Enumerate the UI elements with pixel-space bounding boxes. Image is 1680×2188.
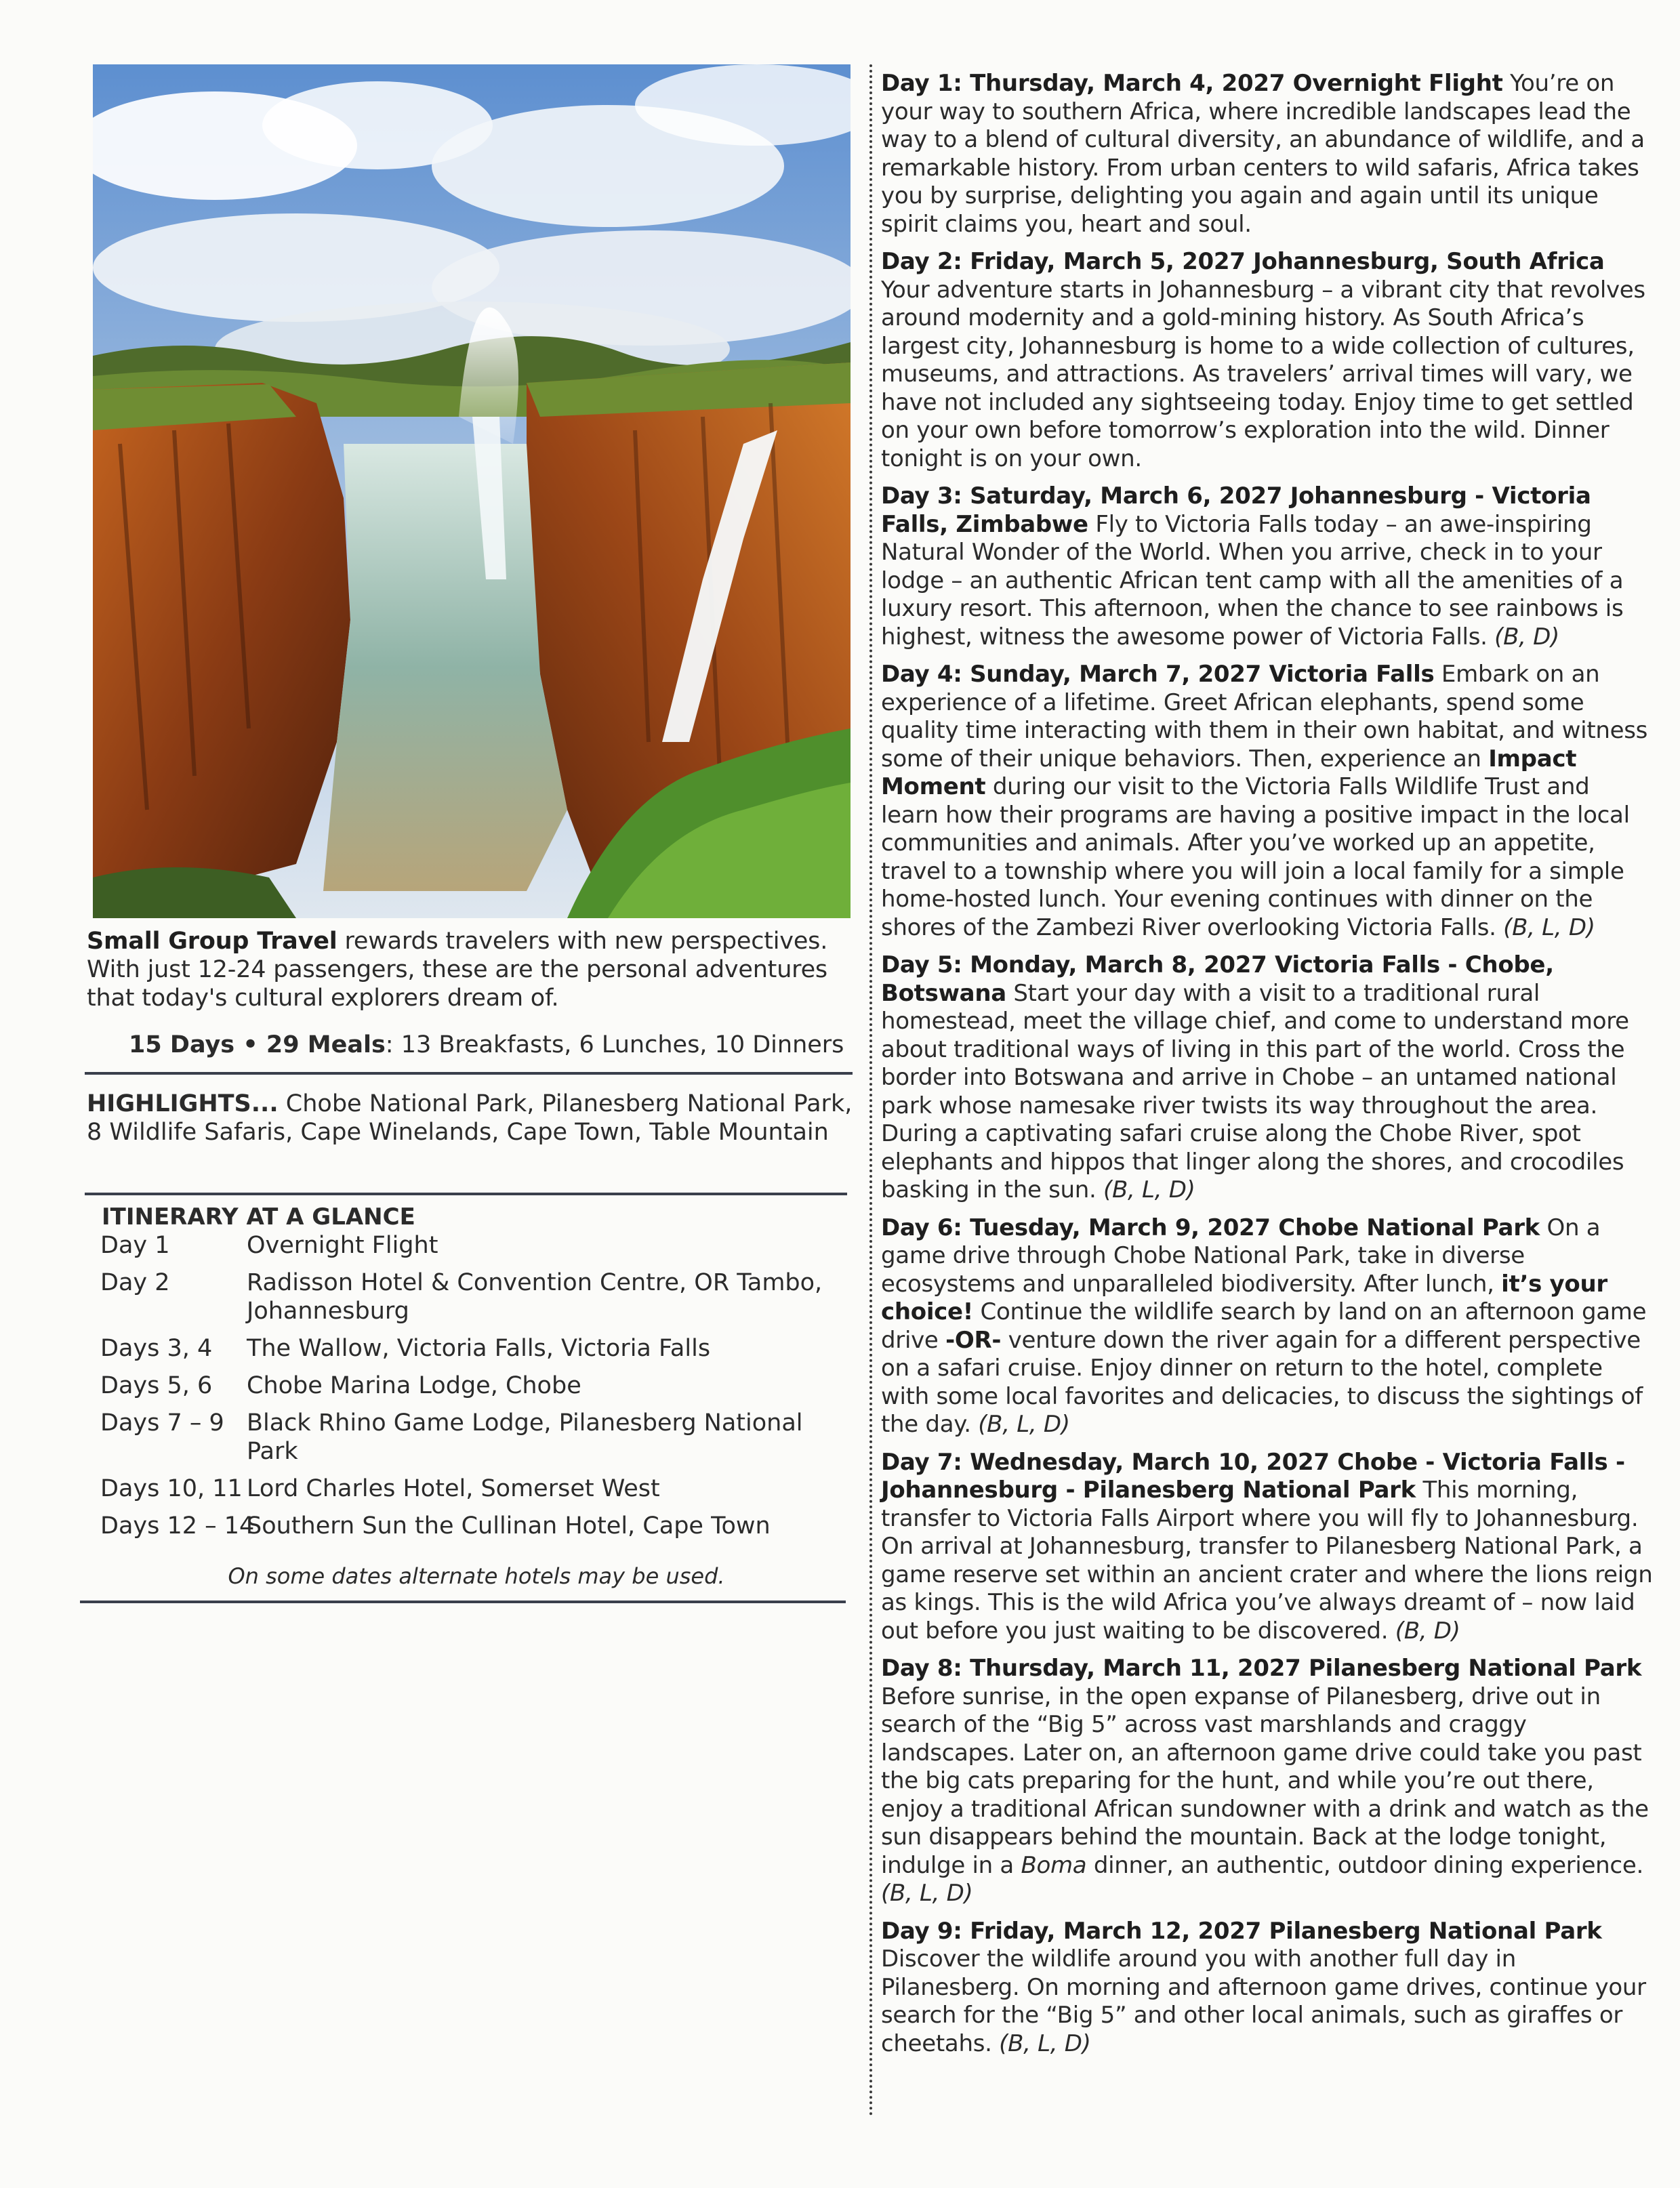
- day-meals: (B, D): [1395, 1617, 1460, 1645]
- day-emphasis: Impact Moment: [881, 745, 1577, 800]
- itinerary-row: [100, 1512, 853, 1540]
- itinerary-place: Lord Charles Hotel, Somerset West: [247, 1475, 660, 1502]
- day-entry: [881, 1655, 1654, 1908]
- day-heading: Day 4: Sunday, March 7, 2027 Victoria Falls: [881, 661, 1435, 688]
- waterfall-illustration: [93, 64, 851, 918]
- summary-days: 15 Days: [129, 1031, 235, 1058]
- day-text: dinner, an authentic, outdoor dining experience.: [1086, 1851, 1643, 1879]
- column-divider: [869, 64, 872, 2118]
- itinerary-row: [100, 1268, 853, 1325]
- day-heading: Day 9: Friday, March 12, 2027 Pilanesberg National Park: [881, 1917, 1602, 1945]
- day-entry: [881, 1214, 1654, 1439]
- itinerary-title: ITINERARY AT A GLANCE: [102, 1203, 415, 1231]
- day-entry: [881, 248, 1654, 473]
- day-emphasis: it’s your choice!: [881, 1270, 1607, 1325]
- itinerary-place: Chobe Marina Lodge, Chobe: [247, 1372, 581, 1399]
- itinerary-day: Days 5, 6: [100, 1372, 213, 1399]
- trip-summary: [129, 1031, 854, 1059]
- summary-meals-detail: : 13 Breakfasts, 6 Lunches, 10 Dinners: [385, 1031, 844, 1058]
- day-text: This morning, transfer to Victoria Falls Airport where you will fly to Johannesburg. On arrival at Johannesburg, transfer to Pilanesberg National Park, a game reserve set within an ancient crater and where the lions reign as kings. This is the wild Africa you’ve always dreamt of – now laid out before you just waiting to be discovered.: [881, 1477, 1653, 1645]
- itinerary-day: Days 7 – 9: [100, 1409, 224, 1437]
- itinerary-place: Black Rhino Game Lodge, Pilanesberg National Park: [247, 1409, 803, 1465]
- day-meals: (B, L, D): [881, 1880, 973, 1907]
- day-heading: Day 6: Tuesday, March 9, 2027 Chobe National Park: [881, 1214, 1540, 1241]
- itinerary-row: [100, 1371, 853, 1400]
- divider-rule: [85, 1072, 853, 1075]
- intro-paragraph: [87, 927, 853, 1012]
- day-entry: [881, 70, 1654, 239]
- day-heading: Day 1: Thursday, March 4, 2027 Overnight Flight: [881, 70, 1503, 97]
- day-meals: (B, L, D): [1503, 913, 1595, 941]
- day-text: Fly to Victoria Falls today – an awe-inspiring Natural Wonder of the World. When you arrive, check in to your lodge – an authentic African tent camp with all the amenities of a luxury resort. This afternoon, when the chance to see rainbows is highest, witness the awesome power of Victoria Falls.: [881, 510, 1624, 651]
- day-entry: [881, 482, 1654, 651]
- itinerary-place: Radisson Hotel & Convention Centre, OR Tambo, Johannesburg: [247, 1269, 823, 1325]
- day-text: On a game drive through Chobe National Park, take in diverse ecosystems and unparalleled biodiversity. After lunch,: [881, 1214, 1601, 1298]
- day-text: Continue the wildlife search by land on an afternoon game drive: [881, 1298, 1647, 1354]
- day-heading: Day 5: Monday, March 8, 2027 Victoria Falls - Chobe, Botswana: [881, 951, 1554, 1007]
- itinerary-place: Overnight Flight: [247, 1232, 438, 1259]
- daily-itinerary: [881, 70, 1654, 2067]
- itinerary-day: Day 1: [100, 1232, 170, 1259]
- itinerary-day: Day 2: [100, 1269, 170, 1296]
- itinerary-day: Days 12 – 14: [100, 1512, 255, 1540]
- day-heading: Day 7: Wednesday, March 10, 2027 Chobe - Victoria Falls - Johannesburg - Pilanesberg National Park: [881, 1448, 1625, 1504]
- divider-rule: [85, 1193, 847, 1195]
- itinerary-at-a-glance: [100, 1203, 853, 1589]
- victoria-falls-photo: [93, 64, 851, 918]
- intro-bold: Small Group Travel: [87, 928, 337, 955]
- itinerary-place: Southern Sun the Cullinan Hotel, Cape Town: [247, 1512, 771, 1540]
- day-text: Discover the wildlife around you with another full day in Pilanesberg. On morning and afternoon game drives, continue your search for the “Big 5” and other local animals, such as giraffes or cheetahs.: [881, 1945, 1646, 2057]
- day-text: Start your day with a visit to a traditional rural homestead, meet the village chief, and come to understand more about traditional ways of living in this part of the world. Cross the border into Botswana and arrive in Chobe – an untamed national park whose namesake river twists its way throughout the area. During a captivating safari cruise along the Chobe River, spot elephants and hippos that linger along the shores, and crocodiles basking in the sun.: [881, 979, 1629, 1203]
- day-meals: (B, L, D): [978, 1411, 1070, 1438]
- day-meals: (B, L, D): [1103, 1176, 1195, 1203]
- day-entry: [881, 951, 1654, 1205]
- day-heading: Day 8: Thursday, March 11, 2027 Pilanesberg National Park: [881, 1655, 1642, 1682]
- day-meals: (B, L, D): [999, 2029, 1091, 2057]
- divider-rule: [80, 1601, 846, 1603]
- day-heading: Day 3: Saturday, March 6, 2027 Johannesburg - Victoria Falls, Zimbabwe: [881, 482, 1591, 538]
- highlights-text: Chobe National Park, Pilanesberg National Park, 8 Wildlife Safaris, Cape Winelands, Cape Town, Table Mountain: [87, 1090, 853, 1146]
- day-heading: Day 2: Friday, March 5, 2027 Johannesburg, South Africa: [881, 248, 1605, 275]
- day-emphasis: Boma: [1021, 1851, 1087, 1879]
- day-text: You’re on your way to southern Africa, where incredible landscapes lead the way to a blend of cultural diversity, an abundance of wildlife, and a remarkable history. From urban centers to wild safaris, Africa takes you by surprise, delighting you again and again until its unique spirit claims you, heart and soul.: [881, 70, 1645, 238]
- day-meals: (B, D): [1494, 623, 1559, 651]
- day-text: Your adventure starts in Johannesburg – a vibrant city that revolves around modernity and a gold-mining history. As South Africa’s largest city, Johannesburg is home to a wide collection of cultures, museums, and attractions. As travelers’ arrival times will vary, we have not included any sightseeing today. Enjoy time to get settled on your own before tomorrow’s exploration into the wild. Dinner tonight is on your own.: [881, 276, 1645, 472]
- itinerary-row: [100, 1334, 853, 1363]
- highlights: [87, 1090, 853, 1147]
- itinerary-day: Days 10, 11: [100, 1475, 243, 1502]
- highlights-label: HIGHLIGHTS...: [87, 1090, 279, 1117]
- intro-text: rewards travelers with new perspectives. With just 12-24 passengers, these are the personal adventures that today's cultural explorers dream of.: [87, 928, 828, 1012]
- day-text: Embark on an experience of a lifetime. Greet African elephants, spend some quality time interacting with them in their own habitat, and witness some of their unique behaviors. Then, experience an: [881, 661, 1648, 772]
- day-text: during our visit to the Victoria Falls Wildlife Trust and learn how their programs are having a positive impact in the local communities and animals. After you’ve worked up an appetite, travel to a township where you will join a local family for a simple home-hosted lunch. Your evening continues with dinner on the shores of the Zambezi River overlooking Victoria Falls.: [881, 773, 1630, 941]
- day-entry: [881, 661, 1654, 942]
- day-entry: [881, 1449, 1654, 1646]
- itinerary-row: [100, 1231, 853, 1260]
- summary-meals: 29 Meals: [266, 1031, 386, 1058]
- day-entry: [881, 1918, 1654, 2059]
- itinerary-day: Days 3, 4: [100, 1335, 213, 1362]
- itinerary-note: On some dates alternate hotels may be used.: [228, 1563, 725, 1589]
- summary-bullet: •: [234, 1031, 266, 1058]
- day-text: Before sunrise, in the open expanse of Pilanesberg, drive out in search of the “Big 5” across vast marshlands and craggy landscapes. Later on, an afternoon game drive could take you past the big cats preparing for the hunt, and while you’re out there, enjoy a traditional African sundowner with a drink and watch as the sun disappears behind the mountain. Back at the lodge tonight, indulge in a: [881, 1683, 1649, 1879]
- day-emphasis: -OR-: [945, 1326, 1002, 1354]
- itinerary-row: [100, 1474, 853, 1503]
- itinerary-row: [100, 1409, 853, 1466]
- itinerary-place: The Wallow, Victoria Falls, Victoria Falls: [247, 1335, 711, 1362]
- day-text: venture down the river again for a different perspective on a safari cruise. Enjoy dinner on return to the hotel, complete with some local favorites and delicacies, to discuss the sightings of the day.: [881, 1326, 1643, 1438]
